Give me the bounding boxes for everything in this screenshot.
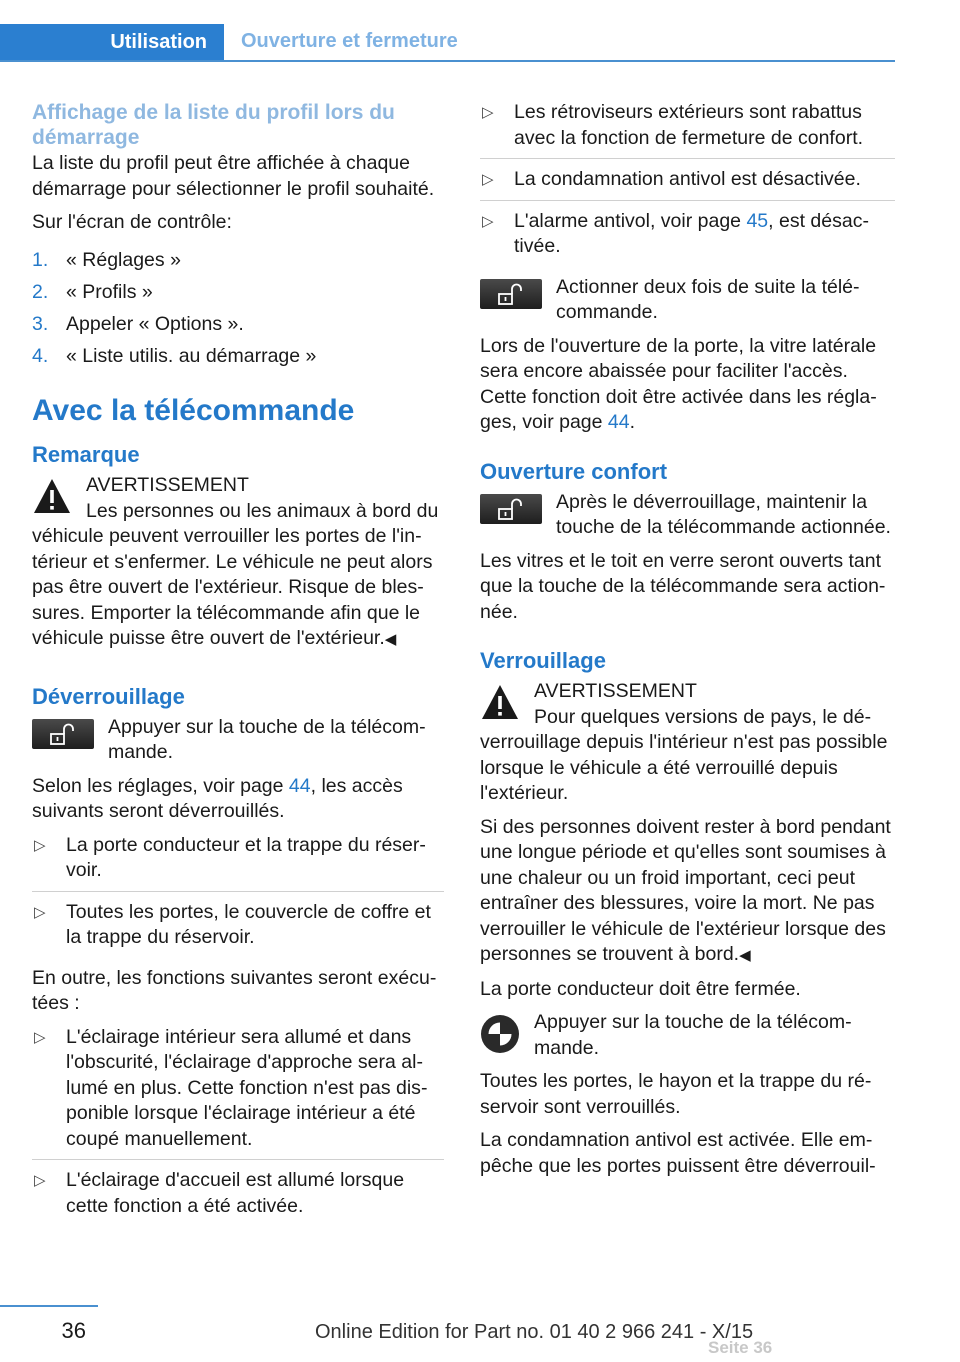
- driver-door-text: La porte conducteur doit être fermée.: [480, 977, 801, 1000]
- list-item: ▷ L'éclairage d'accueil est allumé lorsque cette fonction a été activée.: [32, 1168, 444, 1226]
- page-link-45[interactable]: 45: [746, 209, 769, 232]
- windows-text: Les vitres et le toit en verre seront ouverts tant que la touche de la télécommande sera actionnée.: [480, 549, 886, 623]
- unlock-heading: Déverrouillage: [32, 683, 185, 709]
- alarm-pre: L'alarme antivol, voir page: [514, 209, 747, 232]
- remote-heading: Avec la télécommande: [32, 394, 355, 427]
- header-tabs: [0, 24, 895, 62]
- warning-icon: [480, 683, 520, 721]
- step-item: [32, 312, 444, 338]
- step-item: [32, 344, 444, 370]
- unlock-icon: [480, 494, 542, 524]
- step-item: [32, 248, 444, 274]
- antitheft-text: La condamnation antivol est activée. Elle empêche que les portes puissent être déverrouil-: [480, 1129, 876, 1177]
- unlock-icon: [32, 719, 94, 749]
- comfort-heading: Ouverture confort: [480, 458, 668, 484]
- warning-body: Les personnes ou les animaux à bord du véhicule peuvent verrouiller les portes de l'intérieur et s'enfermer. Le véhicule ne peut alors pas être ouvert de l'extérieur. Risque de blessures. Emporter la télécommande afin que le véhicule puisse être ouvert de l'extérieur.: [32, 499, 439, 649]
- comfort-block: [480, 490, 895, 549]
- all-locked-text: Toutes les portes, le hayon et la trappe du réservoir sont verrouillés.: [480, 1070, 872, 1118]
- step-text: « Liste utilis. au démarrage »: [66, 344, 317, 367]
- step-text: « Profils »: [66, 280, 153, 303]
- warning-text: Pour quelques versions de pays, le déverrouillage depuis l'intérieur n'est pas possible lorsque le véhicule a été verrouillé depuis l'extérieur.: [480, 705, 888, 804]
- lock-warning-block: [480, 679, 895, 815]
- step-text: « Réglages »: [66, 248, 181, 271]
- step-number: 1.: [32, 248, 49, 271]
- unlock-button-icon: [480, 494, 542, 524]
- watermark: Seite 36: [708, 1338, 773, 1357]
- unlock-list: [32, 833, 444, 958]
- tab-utilisation[interactable]: Utilisation: [0, 24, 224, 62]
- tab-ouverture-fermeture[interactable]: Ouverture et fermeture: [241, 30, 458, 53]
- unlock-button-icon: [480, 279, 542, 309]
- list-item: [480, 209, 895, 267]
- list-item: ▷ La condamnation antivol est désactivée.: [480, 167, 895, 201]
- door-post: .: [629, 411, 636, 433]
- profile-intro: La liste du profil peut être affichée à chaque démarrage pour sélectionner le profil souhaité.: [32, 152, 435, 200]
- unlock-text: Appuyer sur la touche de la télécommande.: [108, 715, 426, 763]
- list-item: ▷ Toutes les portes, le couvercle de coffre et la trappe du réservoir.: [32, 900, 444, 958]
- bmw-logo-icon: [480, 1014, 520, 1054]
- settings-post: , les accès suivants seront déverrouillés.: [32, 774, 403, 822]
- profile-heading: Affichage de la liste du profil lors du démarrage: [32, 101, 395, 149]
- twice-block: [480, 275, 895, 334]
- warning-text: [32, 499, 444, 653]
- warning-icon: [32, 477, 72, 515]
- persons-body: Si des personnes doivent rester à bord pendant une longue période et qu'elles sont soumises à une chaleur ou un froid important, ceci peut entraîner des blessures, voire la mort. Ne pas verrouiller le véhicule de l'extérieur lorsque des personnes se trouvent à bord.: [480, 815, 891, 965]
- press-text: Appuyer sur la touche de la télécommande.: [534, 1011, 852, 1059]
- footer-rule: [0, 1305, 98, 1307]
- unlock-block: [32, 715, 444, 774]
- unlock-continued-list: [480, 100, 895, 267]
- end-mark: ◀: [739, 947, 751, 964]
- page-link-44[interactable]: 44: [607, 411, 630, 433]
- door-pre: Lors de l'ouverture de la porte, la vitre latérale sera encore abaissée pour faciliter l'accès. Cette fonction doit être activée dans les réglages, voir page: [480, 334, 877, 433]
- twice-text: Actionner deux fois de suite la télécommande.: [556, 275, 860, 323]
- right-column: [480, 100, 895, 1187]
- warning-label: AVERTISSEMENT: [86, 474, 249, 496]
- alarm-post: , est désactivée.: [514, 209, 869, 257]
- warning-block: [32, 473, 444, 661]
- step-number: 2.: [32, 280, 49, 303]
- page-link-44[interactable]: 44: [288, 774, 311, 797]
- step-number: 4.: [32, 344, 49, 367]
- list-item: ▷ La porte conducteur et la trappe du réservoir.: [32, 833, 444, 892]
- warning-label: AVERTISSEMENT: [534, 680, 697, 702]
- unlock-icon: [480, 279, 542, 309]
- note-heading: Remarque: [32, 442, 140, 467]
- step-item: [32, 280, 444, 306]
- header-rule: [0, 60, 895, 62]
- lock-heading: Verrouillage: [480, 648, 606, 673]
- settings-pre: Selon les réglages, voir page: [32, 774, 289, 797]
- settings-text: [32, 774, 444, 825]
- page-number: 36: [61, 1318, 86, 1343]
- persons-text: [480, 815, 895, 969]
- list-item: ▷ L'éclairage intérieur sera allumé et dans l'obscurité, l'éclairage d'approche sera allumé en plus. Cette fonction n'est pas disponible lorsque l'éclairage intérieur a été coupé manuellement.: [32, 1025, 444, 1161]
- unlock-button-icon: [32, 719, 94, 749]
- left-column: [32, 100, 444, 1234]
- comfort-text: Après le déverrouillage, maintenir la touche de la télécommande actionnée.: [556, 490, 891, 538]
- profile-screen: Sur l'écran de contrôle:: [32, 211, 232, 233]
- also-list: [32, 1025, 444, 1227]
- list-item: ▷ Les rétroviseurs extérieurs sont rabattus avec la fonction de fermeture de confort.: [480, 100, 895, 159]
- door-text: [480, 334, 895, 436]
- profile-steps: [32, 248, 444, 370]
- edition-text: Online Edition for Part no. 01 40 2 966 241 - X/15: [315, 1321, 754, 1343]
- step-text: Appeler « Options ».: [66, 312, 244, 335]
- end-mark: ◀: [384, 631, 397, 648]
- also-text: En outre, les fonctions suivantes seront exécutées :: [32, 966, 437, 1014]
- lock-button-block: [480, 1010, 895, 1069]
- step-number: 3.: [32, 312, 49, 335]
